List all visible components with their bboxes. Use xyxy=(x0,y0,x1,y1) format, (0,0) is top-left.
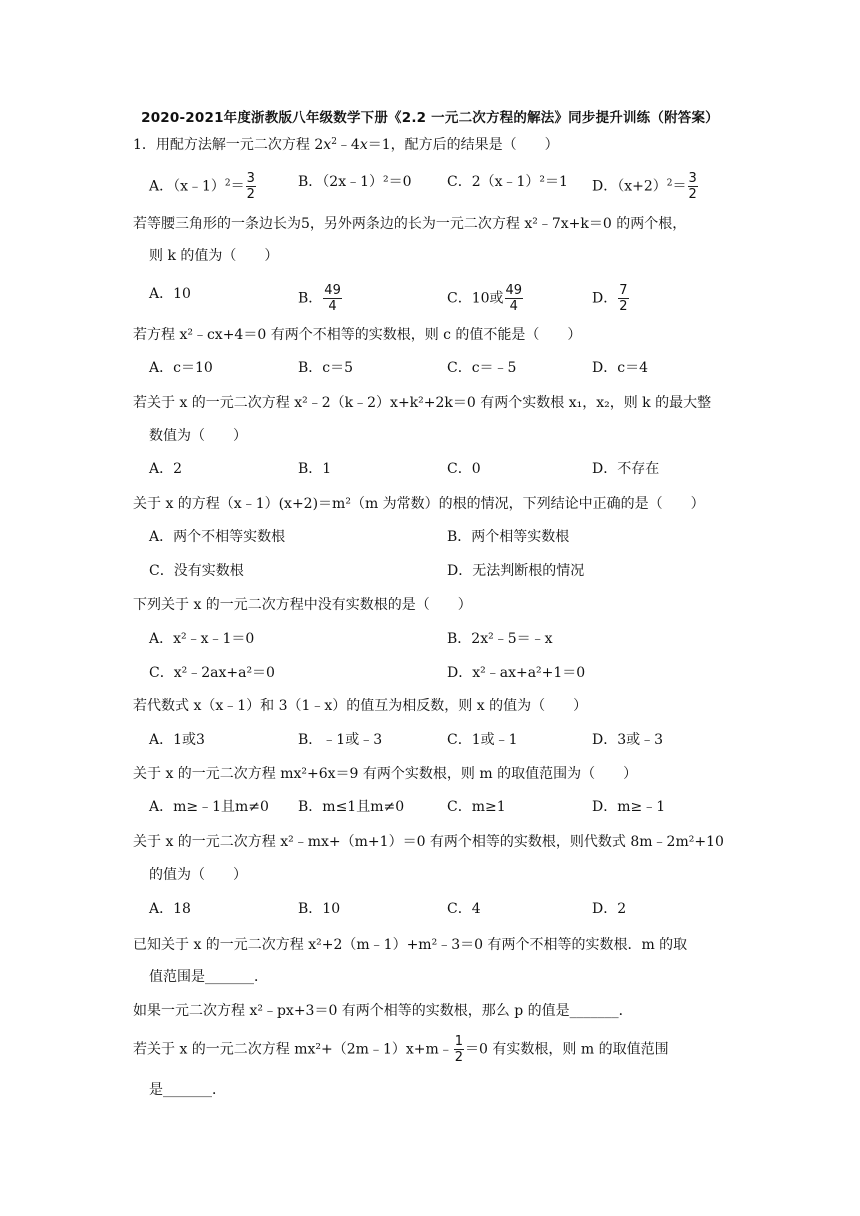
question-2: 若等腰三角形的一条边长为5，另外两条边的长为一元二次方程 x²﹣7x+k＝0 的两个根， xyxy=(133,216,687,232)
options-q7 xyxy=(0,730,860,750)
option-c[interactable]: C．c＝﹣5 xyxy=(447,360,517,376)
question-6: 下列关于 x 的一元二次方程中没有实数根的是（ ） xyxy=(133,597,472,613)
option-d[interactable]: D．$(x+2)^2=$ $\frac{3}{2}$ xyxy=(592,171,697,202)
option-d[interactable]: D．无法判断根的情况 xyxy=(447,563,585,579)
options-q6-row2 xyxy=(0,663,860,683)
option-c[interactable]: C．10或 $\frac{49}{4}$ xyxy=(447,283,523,314)
question-4: 若关于 x 的一元二次方程 x²﹣2（k﹣2）x+k²+2k＝0 有两个实数根 x₁，x₂，则 k 的最大整 xyxy=(133,395,712,411)
fraction: $\frac{7}{2}$ xyxy=(619,283,628,314)
options-q9 xyxy=(0,899,860,919)
question-12-line2: 是_______． xyxy=(149,1082,226,1098)
fraction: $\frac{49}{4}$ xyxy=(324,283,341,314)
question-11: 如果一元二次方程 x²﹣px+3＝0 有两个相等的实数根，那么 p 的值是_______． xyxy=(133,1003,633,1019)
option-c[interactable]: C．x²﹣2ax+a²＝0 xyxy=(149,665,275,681)
option-a[interactable]: A．m≥﹣1且m≠0 xyxy=(149,799,269,815)
options-q3 xyxy=(0,358,860,378)
question-1: 1．用配方法解一元二次方程 $2x^2﹣4x=1$，配方后的结果是（ ） xyxy=(133,137,559,153)
options-q1 xyxy=(0,171,860,202)
option-b[interactable]: B．m≤1且m≠0 xyxy=(298,799,405,815)
option-a[interactable]: A．c＝10 xyxy=(149,360,213,376)
question-4-line2: 数值为（ ） xyxy=(149,428,247,444)
option-a[interactable]: A．1或3 xyxy=(149,732,205,748)
question-10: 已知关于 x 的一元二次方程 x²+2（m﹣1）+m²﹣3＝0 有两个不相等的实数根．m 的取 xyxy=(133,937,688,953)
option-b[interactable]: B．（2x﹣1）²＝0 xyxy=(298,174,412,190)
option-c[interactable]: C．m≥1 xyxy=(447,799,506,815)
option-b[interactable]: B．2x²﹣5＝﹣x xyxy=(447,631,553,647)
option-d[interactable]: D．2 xyxy=(592,901,627,917)
question-8: 关于 x 的一元二次方程 mx²+6x＝9 有两个实数根，则 m 的取值范围为（ ） xyxy=(133,766,638,782)
option-a[interactable]: A．（x﹣1）$^2$＝ $\frac{3}{2}$ xyxy=(149,171,255,202)
option-d[interactable]: D．c＝4 xyxy=(592,360,648,376)
option-d[interactable]: D．3或﹣3 xyxy=(592,732,664,748)
options-q5-row2 xyxy=(0,561,860,581)
fraction: $\frac{1}{2}$ xyxy=(454,1034,464,1065)
question-5: 关于 x 的方程（x﹣1）(x+2)＝m²（m 为常数）的根的情况，下列结论中正确的是（ ） xyxy=(133,496,705,512)
option-d[interactable]: D． $\frac{7}{2}$ xyxy=(592,283,628,314)
question-2-line2: 则 k 的值为（ ） xyxy=(149,248,279,264)
question-7: 若代数式 x（x﹣1）和 3（1﹣x）的值互为相反数，则 x 的值为（ ） xyxy=(133,698,588,714)
question-9-line2: 的值为（ ） xyxy=(149,867,247,883)
option-a[interactable]: A．两个不相等实数根 xyxy=(149,529,286,545)
option-d[interactable]: D．x²﹣ax+a²+1＝0 xyxy=(447,665,586,681)
option-b[interactable]: B． $\frac{49}{4}$ xyxy=(298,283,341,314)
options-q6-row1 xyxy=(0,629,860,649)
document-title: 2020-2021年度浙教版八年级数学下册《2.2 一元二次方程的解法》同步提升训练（附答案） xyxy=(141,110,719,126)
question-number: 1． xyxy=(133,137,156,153)
options-q8 xyxy=(0,797,860,817)
option-c[interactable]: C．没有实数根 xyxy=(149,563,244,579)
option-b[interactable]: B．两个相等实数根 xyxy=(447,529,570,545)
question-12: 若关于 x 的一元二次方程 mx²+（2m﹣1）x+m﹣ $\frac{1}{2}$ ＝0 有实数根，则 m 的取值范围 xyxy=(133,1034,669,1065)
options-q5-row1 xyxy=(0,527,860,547)
option-b[interactable]: B．﹣1或﹣3 xyxy=(298,732,383,748)
question-3: 若方程 x²﹣cx+4＝0 有两个不相等的实数根，则 c 的值不能是（ ） xyxy=(133,327,582,343)
options-q2 xyxy=(0,283,860,314)
fraction: $\frac{49}{4}$ xyxy=(505,283,523,314)
option-b[interactable]: B．10 xyxy=(298,901,341,917)
question-9: 关于 x 的一元二次方程 x²﹣mx+（m+1）＝0 有两个相等的实数根，则代数式 8m﹣2m²+10 xyxy=(133,834,724,850)
option-c[interactable]: C．0 xyxy=(447,461,481,477)
option-d[interactable]: D．m≥﹣1 xyxy=(592,799,666,815)
option-c[interactable]: C．4 xyxy=(447,901,481,917)
option-d[interactable]: D．不存在 xyxy=(592,461,660,477)
option-a[interactable]: A．x²﹣x﹣1＝0 xyxy=(149,631,255,647)
option-c[interactable]: C．1或﹣1 xyxy=(447,732,518,748)
option-a[interactable]: A．2 xyxy=(149,461,183,477)
question-10-line2: 值范围是_______． xyxy=(149,969,268,985)
option-b[interactable]: B．1 xyxy=(298,461,332,477)
fraction: $\frac{3}{2}$ xyxy=(246,171,255,202)
option-c[interactable]: C．2（x﹣1）²＝1 xyxy=(447,174,568,190)
option-a[interactable]: A．18 xyxy=(149,901,191,917)
options-q4 xyxy=(0,459,860,479)
fraction: $\frac{3}{2}$ xyxy=(688,171,697,202)
option-a[interactable]: A．10 xyxy=(149,286,191,302)
option-b[interactable]: B．c＝5 xyxy=(298,360,354,376)
